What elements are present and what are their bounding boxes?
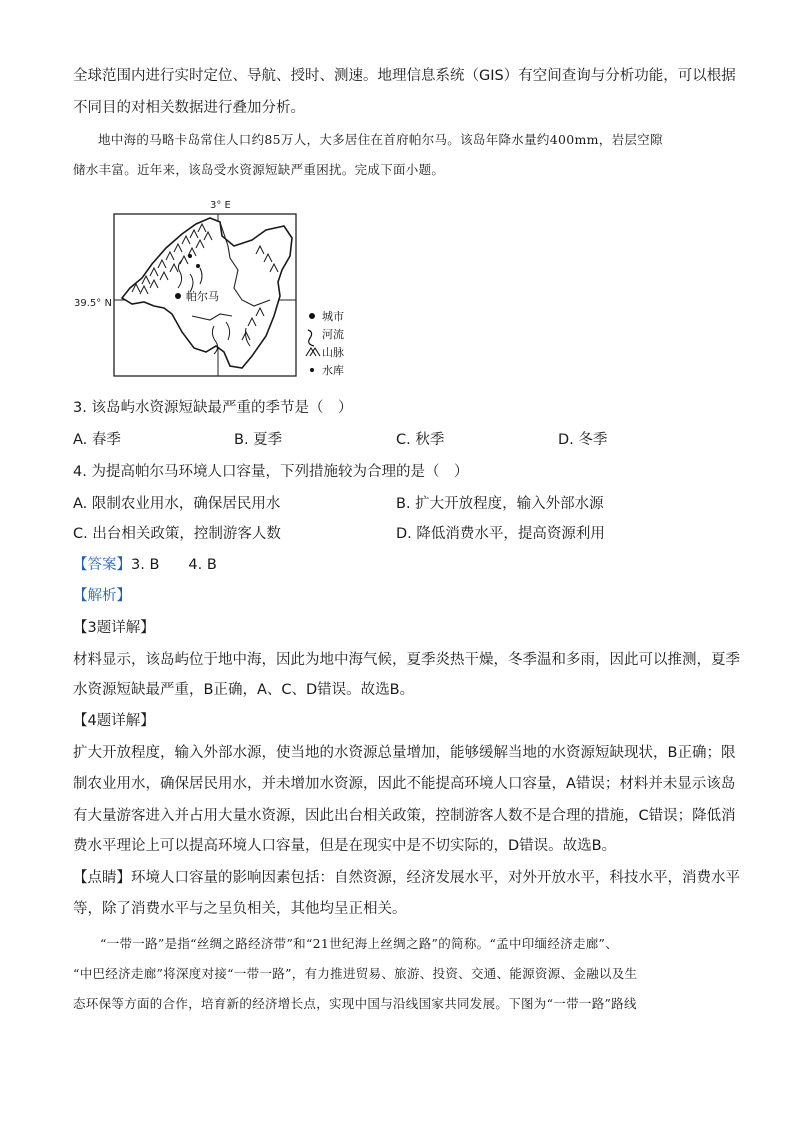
tip-line-1 (73, 868, 740, 888)
tip-text-1: 环境人口容量的影响因素包括：自然资源，经济发展水平，对外开放水平，科技水平，消费水平 (131, 870, 740, 886)
longitude-label: 3° E (210, 200, 231, 211)
detail4-line-2: 制农业用水，确保居民用水，并未增加水资源，因此不能提高环境人口容量，A错误；材料并未显示该岛 (73, 776, 736, 792)
q4-option-a[interactable]: A. 限制农业用水，确保居民用水 (73, 496, 281, 512)
q3-option-b[interactable]: B. 夏季 (234, 432, 283, 448)
legend-river-label: 河流 (322, 328, 344, 341)
analysis-label: 【解析】 (73, 588, 131, 604)
map-legend (306, 310, 344, 377)
q4-option-c[interactable]: C. 出台相关政策，控制游客人数 (73, 526, 281, 542)
detail4-line-1: 扩大开放程度，输入外部水源，使当地的水资源总量增加，能够缓解当地的水资源短缺现状，B正确；限 (73, 745, 736, 761)
detail3-line-2: 水资源短缺最严重，B正确，A、C、D错误。故选B。 (73, 682, 415, 698)
intro-line-1: 全球范围内进行实时定位、导航、授时、测速。地理信息系统（GIS）有空间查询与分析功能，可以根据 (73, 68, 736, 84)
passage1-line-2: 储水丰富。近年来，该岛受水资源短缺严重困扰。完成下面小题。 (73, 162, 445, 177)
latitude-label: 39.5° N (74, 298, 112, 309)
q4-option-b[interactable]: B. 扩大开放程度，输入外部水源 (396, 496, 604, 512)
tip-line-2: 等，除了消费水平与之呈负相关，其他均呈正相关。 (73, 901, 407, 917)
legend-reservoir-dot-icon (310, 368, 314, 372)
q3-option-a[interactable]: A. 春季 (73, 432, 121, 448)
answer-label: 【答案】 (73, 557, 131, 573)
q3-option-d[interactable]: D. 冬季 (558, 432, 608, 448)
detail4-line-3: 有大量游客进入并占用大量水资源，因此出台相关政策，控制游客人数不是合理的措施，C错误；降低消 (73, 808, 736, 824)
detail4-label: 【4题详解】 (73, 713, 155, 729)
detail4-line-4: 费水平理论上可以提高环境人口容量，但是在现实中是不切实际的，D错误。故选B。 (73, 838, 617, 854)
legend-reservoir-label: 水库 (322, 364, 344, 377)
passage2-line-2: “中巴经济走廊”将深度对接“一带一路”，有力推进贸易、旅游、投资、交通、能源资源、金融以及生 (73, 966, 638, 981)
mallorca-map (70, 196, 360, 382)
q3-stem: 3. 该岛屿水资源短缺最严重的季节是（ ） (73, 400, 353, 416)
answer-text: 3. B 4. B (131, 557, 217, 573)
legend-mountain-label: 山脉 (322, 346, 344, 359)
answer-line (73, 555, 217, 575)
q3-option-c[interactable]: C. 秋季 (396, 432, 445, 448)
tip-label: 【点睛】 (73, 870, 131, 886)
intro-line-2: 不同目的对相关数据进行叠加分析。 (73, 100, 305, 116)
legend-city-label: 城市 (322, 310, 344, 323)
passage1-line-1: 地中海的马略卡岛常住人口约85万人，大多居住在首府帕尔马。该岛年降水量约400mm，岩层空隙 (98, 132, 663, 147)
detail3-line-1: 材料显示，该岛屿位于地中海，因此为地中海气候，夏季炎热干燥，冬季温和多雨，因此可以推测，夏季 (73, 652, 740, 668)
q4-option-d[interactable]: D. 降低消费水平，提高资源利用 (396, 526, 605, 542)
passage2-line-3: 态环保等方面的合作，培育新的经济增长点，实现中国与沿线国家共同发展。下图为“一带一路”路线 (73, 996, 637, 1011)
legend-river-icon (308, 330, 314, 346)
legend-mountain-icon (306, 348, 320, 356)
city-dot-icon (175, 293, 181, 299)
city-label-palma: 帕尔马 (186, 290, 219, 303)
q4-stem: 4. 为提高帕尔马环境人口容量，下列措施较为合理的是（ ） (73, 464, 469, 480)
reservoir-dot-icon-2 (196, 264, 200, 268)
passage2-line-1: “一带一路”是指“丝绸之路经济带”和“21世纪海上丝绸之路”的简称。“孟中印缅经济走廊”、 (100, 936, 619, 951)
detail3-label: 【3题详解】 (73, 620, 155, 636)
legend-city-dot-icon (309, 313, 315, 319)
reservoir-dot-icon (188, 254, 192, 258)
